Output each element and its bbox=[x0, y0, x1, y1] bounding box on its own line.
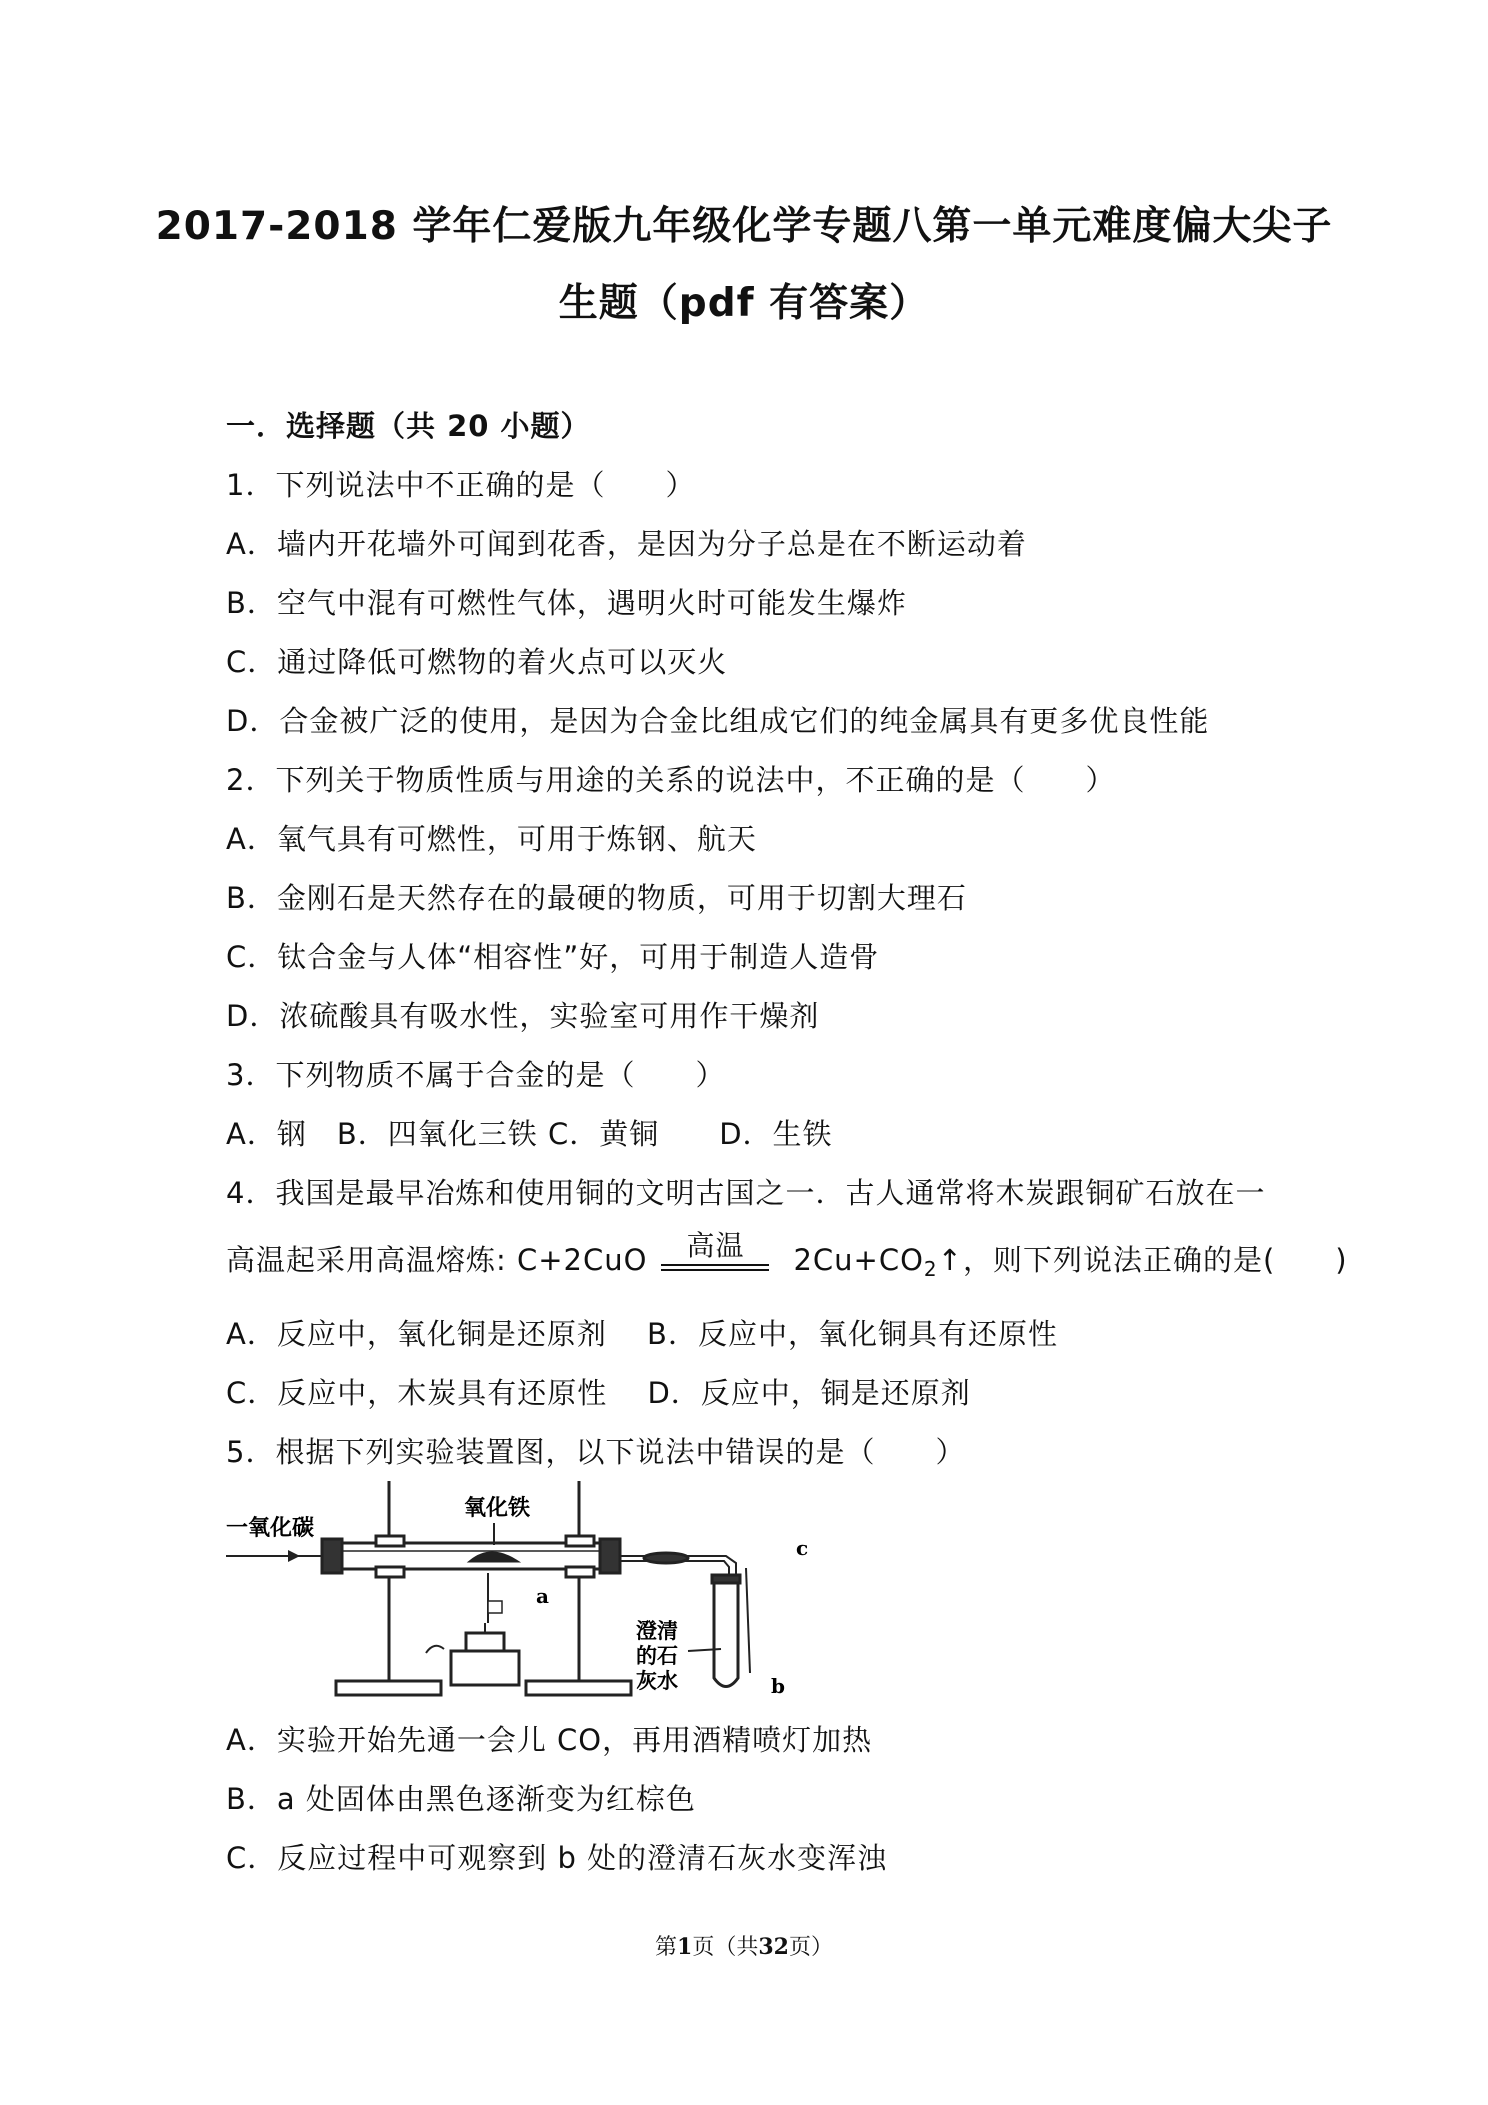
clamp-left-top bbox=[376, 1536, 404, 1546]
stopper-left bbox=[322, 1539, 342, 1573]
q4-options-row1: A．反应中，氧化铜是还原剂 B．反应中，氧化铜具有还原性 bbox=[226, 1317, 1058, 1351]
reaction-condition bbox=[657, 1229, 773, 1282]
label-limewater-2: 的石 bbox=[636, 1644, 678, 1668]
doc-title-line2: 生题（pdf 有答案） bbox=[558, 281, 930, 326]
footer-post: 页） bbox=[788, 1935, 833, 1960]
doc-title-line1: 2017-2018 学年仁爱版九年级化学专题八第一单元难度偏大尖子 bbox=[155, 204, 1333, 249]
label-a: a bbox=[536, 1584, 549, 1608]
q3-options: A．钢 B．四氧化三铁 C．黄铜 D．生铁 bbox=[226, 1117, 833, 1151]
section-heading: 一．选择题（共 20 小题） bbox=[226, 409, 591, 443]
page-footer bbox=[0, 1930, 1488, 1961]
rubber-connector bbox=[644, 1553, 688, 1563]
inlet-arrow bbox=[288, 1550, 300, 1562]
test-tube-side bbox=[746, 1568, 750, 1673]
footer-page-number: 1 bbox=[677, 1934, 693, 1960]
reaction-condition-label: 高温 bbox=[686, 1229, 745, 1262]
lamp-label bbox=[488, 1601, 502, 1613]
q4-reactants: 高温起采用高温熔炼: C+2CuO bbox=[226, 1243, 648, 1277]
q5-option-b: B．a 处固体由黑色逐渐变为红棕色 bbox=[226, 1782, 696, 1816]
q2-option-b: B．金刚石是天然存在的最硬的物质，可用于切割大理石 bbox=[226, 881, 967, 915]
q1-option-c: C．通过降低可燃物的着火点可以灭火 bbox=[226, 645, 728, 679]
q2-option-d: D．浓硫酸具有吸水性，实验室可用作干燥剂 bbox=[226, 999, 820, 1033]
stopper-right bbox=[600, 1539, 620, 1573]
stand-base-right bbox=[526, 1681, 631, 1695]
lamp-neck bbox=[466, 1633, 504, 1651]
alcohol-lamp bbox=[451, 1651, 519, 1685]
q1-option-d: D．合金被广泛的使用，是因为合金比组成它们的纯金属具有更多优良性能 bbox=[226, 704, 1210, 738]
test-tube-stopper bbox=[712, 1575, 740, 1583]
footer-pre: 第 bbox=[655, 1935, 678, 1960]
q4-stem-line1: 4．我国是最早冶炼和使用铜的文明古国之一．古人通常将木炭跟铜矿石放在一 bbox=[226, 1176, 1266, 1210]
clamp-left-bottom bbox=[376, 1567, 404, 1577]
label-limewater-3: 灰水 bbox=[636, 1669, 678, 1693]
equation-bar bbox=[661, 1264, 769, 1266]
clamp-right-top bbox=[566, 1536, 594, 1546]
label-carbon-monoxide: 一氧化碳 bbox=[226, 1516, 315, 1541]
footer-total-pages: 32 bbox=[758, 1934, 789, 1960]
q5-option-c: C．反应过程中可观察到 b 处的澄清石灰水变浑浊 bbox=[226, 1841, 888, 1875]
lamp-knob bbox=[426, 1646, 444, 1653]
q4-products: 2Cu+CO bbox=[793, 1243, 924, 1277]
label-limewater-1: 澄清 bbox=[636, 1619, 678, 1643]
q2-stem: 2．下列关于物质性质与用途的关系的说法中，不正确的是（ ） bbox=[226, 763, 1116, 797]
stand-base-left bbox=[336, 1681, 441, 1695]
q1-option-a: A．墙内开花墙外可闻到花香，是因为分子总是在不断运动着 bbox=[226, 527, 1027, 561]
experiment-apparatus-diagram bbox=[226, 1473, 836, 1705]
q4-subscript: 2 bbox=[923, 1257, 938, 1281]
q1-stem: 1．下列说法中不正确的是（ ） bbox=[226, 468, 696, 502]
q2-option-c: C．钛合金与人体“相容性”好，可用于制造人造骨 bbox=[226, 940, 880, 974]
label-c: c bbox=[796, 1536, 809, 1560]
label-b: b bbox=[771, 1674, 785, 1698]
test-tube bbox=[714, 1579, 738, 1687]
q3-stem: 3．下列物质不属于合金的是（ ） bbox=[226, 1058, 726, 1092]
q5-stem: 5．根据下列实验装置图，以下说法中错误的是（ ） bbox=[226, 1435, 966, 1469]
q2-option-a: A．氧气具有可燃性，可用于炼钢、航天 bbox=[226, 822, 757, 856]
q4-stem-line2 bbox=[226, 1229, 1348, 1282]
q4-stem-tail: ↑，则下列说法正确的是( ) bbox=[937, 1243, 1348, 1277]
label-iron-oxide: 氧化铁 bbox=[464, 1496, 531, 1521]
q1-option-b: B．空气中混有可燃性气体，遇明火时可能发生爆炸 bbox=[226, 586, 907, 620]
equation-bar bbox=[661, 1269, 769, 1271]
q4-options-row2: C．反应中，木炭具有还原性 D．反应中，铜是还原剂 bbox=[226, 1376, 971, 1410]
footer-mid: 页（共 bbox=[692, 1935, 759, 1960]
clamp-right-bottom bbox=[566, 1567, 594, 1577]
q5-option-a: A．实验开始先通一会儿 CO，再用酒精喷灯加热 bbox=[226, 1723, 873, 1757]
